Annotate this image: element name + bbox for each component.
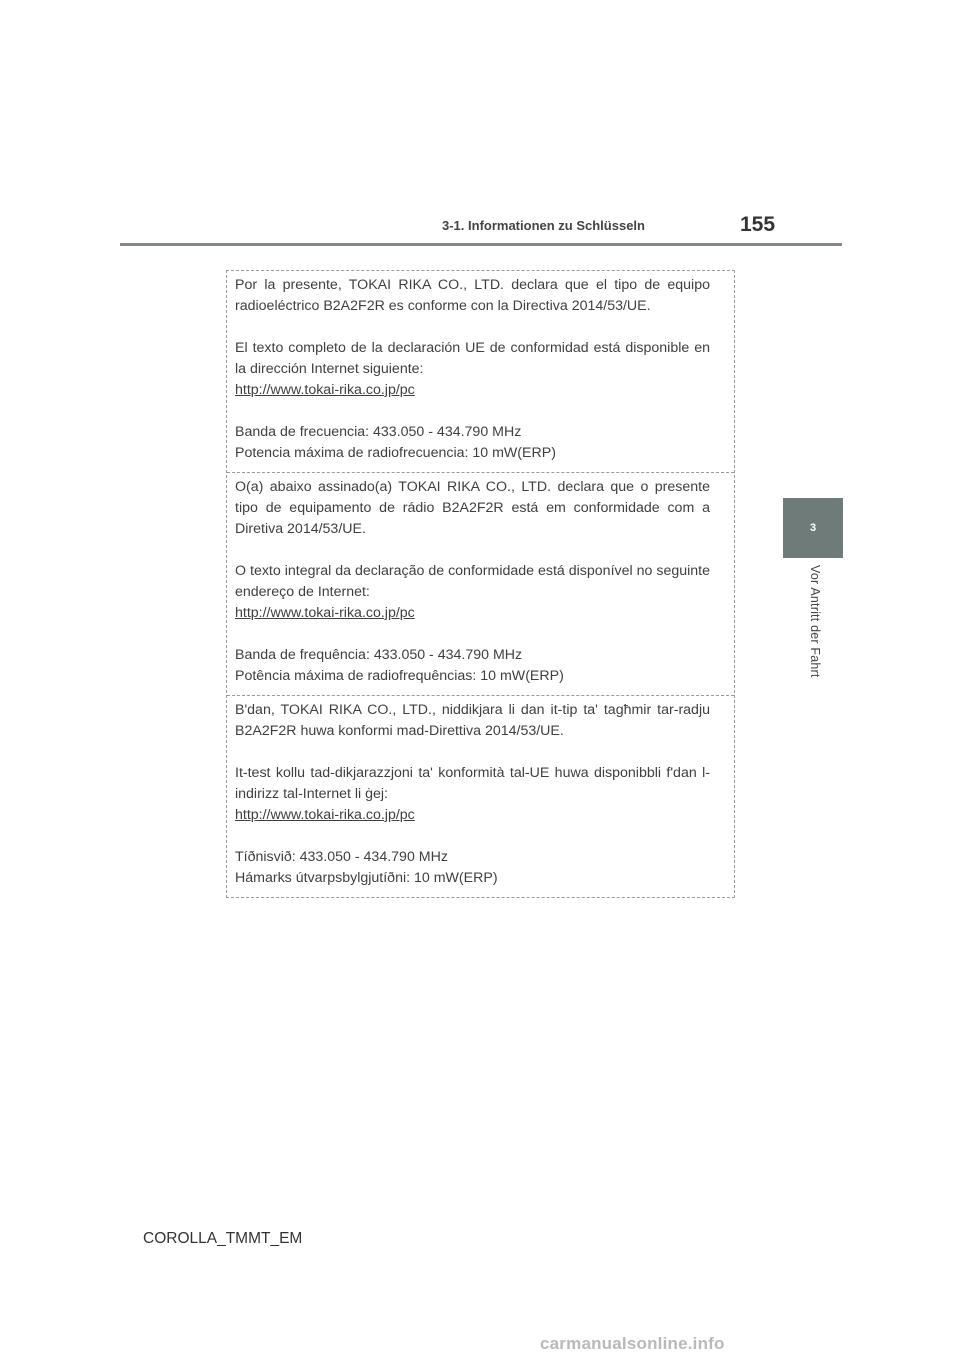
header-divider [120,243,842,246]
max-power: Potencia máxima de radiofrecuencia: 10 mW(ERP) [235,445,556,461]
max-power: Hámarks útvarpsbylgjutíðni: 10 mW(ERP) [235,870,498,886]
declaration-box [226,270,735,898]
declaration-link[interactable]: http://www.tokai-rika.co.jp/pc [235,807,415,823]
declaration-section-portuguese [227,472,734,695]
declaration-availability: O texto integral da declaração de conformidade está disponível no seguinte endereço de Internet: [235,563,710,600]
chapter-number: 3 [809,522,817,534]
section-title: 3-1. Informationen zu Schlüsseln [442,218,645,233]
model-code: COROLLA_TMMT_EM [143,1230,303,1247]
declaration-text: O(a) abaixo assinado(a) TOKAI RIKA CO., LTD. declara que o presente tipo de equipamento de rádio B2A2F2R está em conformidade com a Diretiva 2014/53/UE. [235,479,710,537]
chapter-tab [783,498,843,558]
declaration-text: Por la presente, TOKAI RIKA CO., LTD. declara que el tipo de equipo radioeléctrico B2A2F2R es conforme con la Directiva 2014/53/UE. [235,277,710,314]
frequency-band: Tíðnisvið: 433.050 - 434.790 MHz [235,849,448,865]
declaration-availability: El texto completo de la declaración UE de conformidad está disponible en la dirección Internet siguiente: [235,340,710,377]
max-power: Potência máxima de radiofrequências: 10 mW(ERP) [235,668,564,684]
frequency-band: Banda de frecuencia: 433.050 - 434.790 MHz [235,424,522,440]
declaration-link[interactable]: http://www.tokai-rika.co.jp/pc [235,605,415,621]
chapter-label: Vor Antritt der Fahrt [808,565,822,678]
declaration-text: B'dan, TOKAI RIKA CO., LTD., niddikjara li dan it-tip ta' tagħmir tar-radju B2A2F2R huwa konformi mad-Direttiva 2014/53/UE. [235,702,710,739]
declaration-section-spanish [227,271,734,472]
page-number: 155 [740,213,776,236]
frequency-band: Banda de frequência: 433.050 - 434.790 MHz [235,647,523,663]
declaration-section-maltese [227,695,734,897]
declaration-availability: It-test kollu tad-dikjarazzjoni ta' konformità tal-UE huwa disponibbli f'dan l-indirizz tal-Internet li ġej: [235,765,710,802]
declaration-link[interactable]: http://www.tokai-rika.co.jp/pc [235,382,415,398]
watermark: carmanualsonline.info [540,1334,725,1353]
